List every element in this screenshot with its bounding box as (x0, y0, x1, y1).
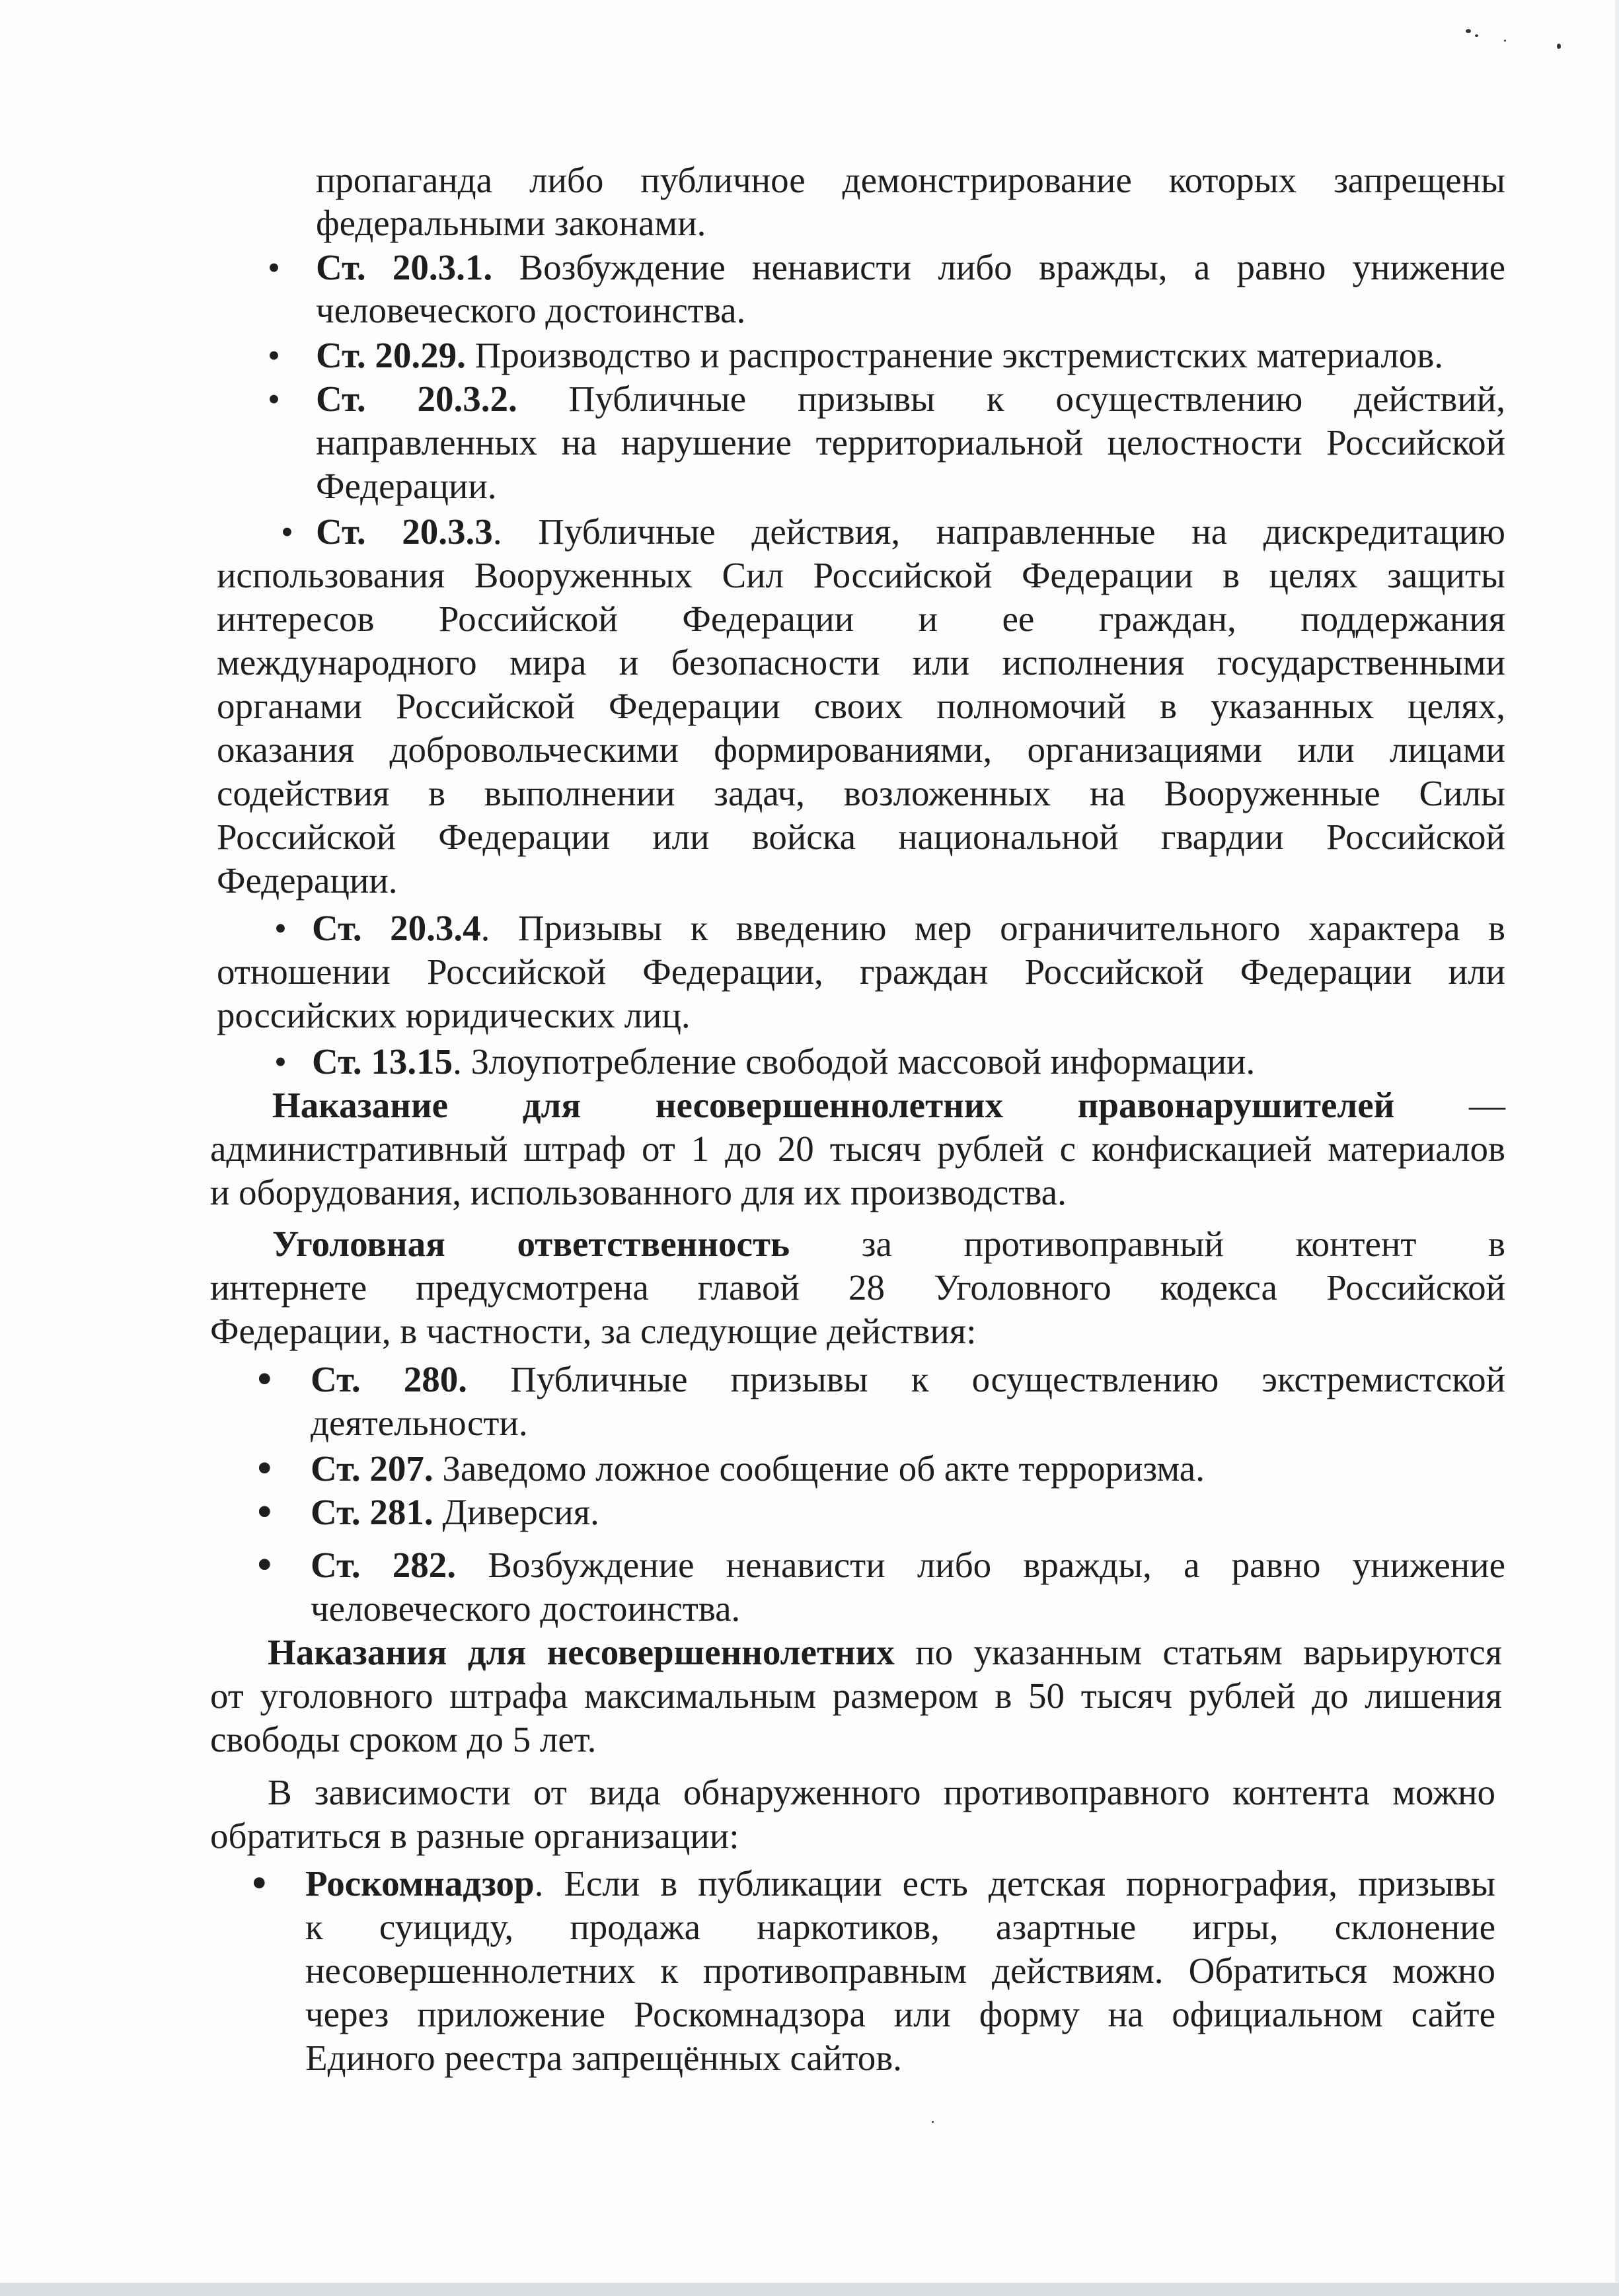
text-line: оказания добровольческими формированиями, организациями или лицами (217, 729, 1505, 770)
text-line: интересов Российской Федерации и ее граждан, поддержания (217, 599, 1505, 639)
text-line: российских юридических лиц. (217, 995, 691, 1035)
text-line: обратиться в разные организации: (210, 1816, 739, 1856)
text-line: органами Российской Федерации своих полномочий в указанных целях, (217, 686, 1505, 726)
list-item-art-282: Ст. 282. Возбуждение ненависти либо вражды, а равно унижение (311, 1545, 1506, 1585)
list-item-art-281: Ст. 281. Диверсия. (311, 1492, 599, 1532)
text-line: содействия в выполнении задач, возложенных на Вооруженные Силы (217, 773, 1505, 813)
text-line: свободы сроком до 5 лет. (210, 1719, 597, 1759)
bullet: • (256, 1539, 273, 1590)
list-item-art-13-15: Ст. 13.15. Злоупотребление свободой массовой информации. (312, 1041, 1256, 1082)
list-item-art-207: Ст. 207. Заведомо ложное сообщение об акте терроризма. (311, 1448, 1205, 1489)
text-line: международного мира и безопасности или исполнения государственными (217, 642, 1505, 683)
text-line: Федерации. (316, 466, 497, 506)
text-line: от уголовного штрафа максимальным размером в 50 тысяч рублей до лишения (210, 1676, 1502, 1716)
scan-speck (1475, 34, 1478, 37)
scan-speck (932, 2121, 934, 2123)
bullet: • (274, 908, 287, 948)
paragraph-criminal-liability: Уголовная ответственность за противоправный контент в (272, 1224, 1505, 1264)
list-item-roskomnadzor: Роскомнадзор. Если в публикации есть детская порнография, призывы (305, 1863, 1495, 1904)
paragraph-penalties-minors: Наказания для несовершеннолетних по указанным статьям варьируются (268, 1632, 1502, 1672)
text-line: человеческого достоинства. (316, 290, 746, 330)
bullet: • (256, 1354, 273, 1405)
bullet: • (274, 1042, 287, 1082)
text-line: направленных на нарушение территориальной целостности Российской (316, 422, 1505, 463)
text-line: пропаганда либо публичное демонстрирование которых запрещены (316, 160, 1505, 200)
scan-edge-right (1615, 0, 1619, 2296)
list-item-art-280: Ст. 280. Публичные призывы к осуществлению экстремистской (311, 1359, 1506, 1399)
bullet: • (281, 512, 293, 552)
text-line: к суициду, продажа наркотиков, азартные игры, склонение (305, 1907, 1495, 1947)
list-item-art-20-3-4: Ст. 20.3.4. Призывы к введению мер ограничительного характера в (312, 908, 1505, 948)
text-line: и оборудования, использованного для их производства. (210, 1172, 1067, 1212)
paragraph-organizations: В зависимости от вида обнаруженного противоправного контента можно (268, 1772, 1495, 1812)
text-line: федеральными законами. (316, 203, 706, 243)
scan-edge-bottom (0, 2283, 1619, 2296)
text-line: Российской Федерации или войска национальной гвардии Российской (217, 817, 1505, 857)
bullet: • (256, 1487, 273, 1537)
paragraph-penalty-minors: Наказание для несовершеннолетних правонарушителей — (272, 1085, 1505, 1125)
bullet: • (251, 1858, 268, 1909)
text-line: Федерации, в частности, за следующие действия: (210, 1311, 977, 1351)
text-line: человеческого достоинства. (311, 1588, 741, 1629)
text-line: использования Вооруженных Сил Российской Федерации в целях защиты (217, 555, 1505, 595)
text-line: через приложение Роскомнадзора или форму на официальном сайте (305, 1994, 1495, 2034)
list-item-art-20-3-3: Ст. 20.3.3. Публичные действия, направленные на дискредитацию (316, 511, 1506, 552)
bullet: • (268, 248, 280, 287)
text-line: отношении Российской Федерации, граждан Российской Федерации или (217, 951, 1505, 992)
list-item-art-20-3-1: Ст. 20.3.1. Возбуждение ненависти либо вражды, а равно унижение (316, 247, 1506, 287)
text-line: административный штраф от 1 до 20 тысяч рублей с конфискацией материалов (210, 1129, 1505, 1169)
text-line: Федерации. (217, 860, 398, 901)
scan-speck (1466, 29, 1471, 33)
bullet: • (268, 336, 280, 375)
text-line: несовершеннолетних к противоправным действиям. Обратиться можно (305, 1950, 1495, 1991)
scan-speck (1504, 40, 1506, 42)
list-item-art-20-29: Ст. 20.29. Производство и распространение экстремистских материалов. (316, 335, 1444, 375)
scan-speck (1557, 44, 1561, 49)
bullet: • (256, 1443, 273, 1494)
bullet: • (268, 379, 280, 419)
list-item-art-20-3-2: Ст. 20.3.2. Публичные призывы к осуществлению действий, (316, 379, 1505, 419)
text-line: Единого реестра запрещённых сайтов. (305, 2038, 902, 2078)
text-line: деятельности. (311, 1403, 528, 1443)
text-line: интернете предусмотрена главой 28 Уголовного кодекса Российской (210, 1267, 1505, 1308)
